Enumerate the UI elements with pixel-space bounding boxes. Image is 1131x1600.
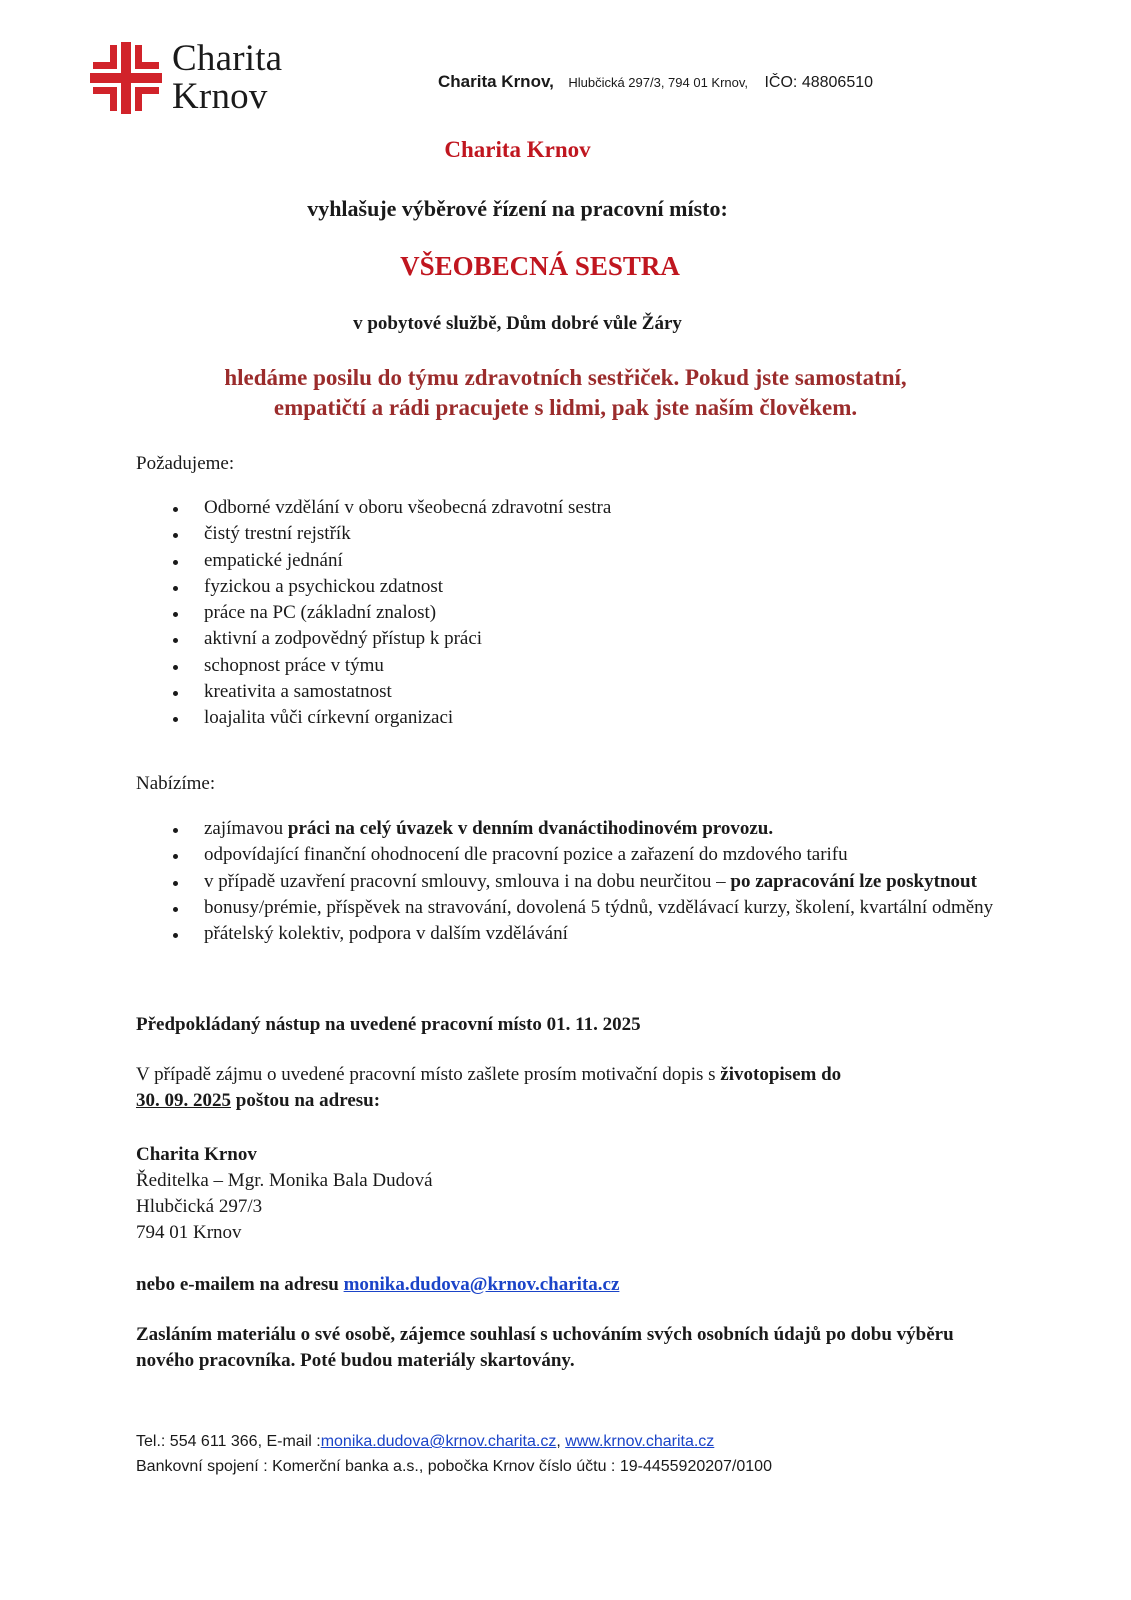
postal-address [136, 1142, 1006, 1246]
address-org: Charita Krnov [136, 1144, 257, 1165]
application-by-post: poštou na adresu: [231, 1090, 381, 1111]
application-paragraph [136, 1062, 1006, 1114]
email-prefix: nebo e-mailem na adresu [136, 1274, 344, 1295]
footer-web-link[interactable]: www.krnov.charita.cz [565, 1433, 715, 1450]
application-cv-deadline: životopisem do [720, 1064, 842, 1085]
offer-label: Nabízíme: [136, 773, 216, 794]
start-date-paragraph: Předpokládaný nástup na uvedené pracovní místo 01. 11. 2025 [136, 1014, 641, 1035]
organization-title: Charita Krnov [444, 137, 591, 162]
address-street: Hlubčická 297/3 [136, 1196, 263, 1217]
address-city: 794 01 Krnov [136, 1222, 242, 1243]
offer-item-1-bold: práci na celý úvazek v denním dvanáctihodinovém provozu. [287, 818, 774, 839]
offer-item-1-text: zajímavou [204, 818, 288, 839]
footer-contact-line [136, 1429, 772, 1454]
consent-paragraph: Zasláním materiálu o své osobě, zájemce souhlasí s uchováním svých osobních údajů po dobu výběru nového pracovníka. Poté budou materiály skartovány. [136, 1324, 954, 1371]
offer-list [136, 816, 1016, 947]
announcement-heading: vyhlašuje výběrové řízení na pracovní místo: [307, 196, 728, 221]
logo-wordmark [172, 40, 282, 116]
application-deadline-date: 30. 09. 2025 [136, 1090, 231, 1111]
letterhead-address: Hlubčická 297/3, 794 01 Krnov, [568, 75, 749, 90]
list-item: práce na PC (základní znalost) [136, 600, 1036, 626]
list-item: kreativita a samostatnost [136, 679, 1036, 705]
address-director: Ředitelka – Mgr. Monika Bala Dudová [136, 1170, 433, 1191]
charita-logo-cross-icon [90, 42, 162, 114]
email-link[interactable]: monika.dudova@krnov.charita.cz [343, 1274, 620, 1295]
offer-item-3-text: v případě uzavření pracovní smlouvy, smlouva i na dobu neurčitou – [204, 870, 731, 892]
list-item: aktivní a zodpovědný přístup k práci [136, 626, 1036, 652]
logo-line-1: Charita [172, 38, 283, 79]
slogan [0, 363, 1131, 423]
slogan-line-1: hledáme posilu do týmu zdravotních sestřiček. Pokud jste samostatní, [224, 365, 907, 390]
position-title: VŠEOBECNÁ SESTRA [400, 251, 680, 281]
list-item: schopnost práce v týmu [136, 653, 1036, 679]
letterhead-org: Charita Krnov, [438, 72, 554, 91]
list-item: fyzickou a psychickou zdatnost [136, 574, 1036, 600]
list-item [136, 816, 1016, 842]
list-item: čistý trestní rejstřík [136, 521, 1036, 547]
footer-separator: , [556, 1433, 566, 1450]
logo-line-2: Krnov [172, 76, 268, 117]
letterhead-footer [136, 1429, 772, 1479]
slogan-line-2: empatičtí a rádi pracujete s lidmi, pak jste naším člověkem. [273, 395, 858, 420]
list-item: přátelský kolektiv, podpora v dalším vzdělávání [136, 921, 1016, 947]
offer-item-3-bold: po zapracování lze poskytnout [730, 870, 977, 892]
position-location: v pobytové službě, Dům dobré vůle Žáry [353, 313, 682, 334]
list-item: empatické jednání [136, 548, 1036, 574]
requirements-list [136, 495, 1036, 732]
email-paragraph [136, 1272, 1006, 1298]
list-item: bonusy/prémie, příspěvek na stravování, dovolená 5 týdnů, vzdělávací kurzy, školení, kvartální odměny [136, 895, 1016, 921]
application-text: V případě zájmu o uvedené pracovní místo zašlete prosím motivační dopis s [136, 1064, 721, 1085]
footer-bank: Bankovní spojení : Komerční banka a.s., pobočka Krnov číslo účtu : 19-4455920207/0100 [136, 1458, 772, 1475]
letterhead-info [438, 72, 873, 92]
list-item: odpovídající finanční ohodnocení dle pracovní pozice a zařazení do mzdového tarifu [136, 842, 1016, 868]
footer-email-link[interactable]: monika.dudova@krnov.charita.cz [320, 1433, 557, 1450]
list-item [136, 869, 1016, 895]
list-item: loajalita vůči církevní organizaci [136, 705, 1036, 731]
list-item: Odborné vzdělání v oboru všeobecná zdravotní sestra [136, 495, 1036, 521]
letterhead-ico: IČO: 48806510 [764, 74, 874, 91]
footer-tel: Tel.: 554 611 366, E-mail : [136, 1433, 321, 1450]
requirements-label: Požadujeme: [136, 453, 235, 474]
